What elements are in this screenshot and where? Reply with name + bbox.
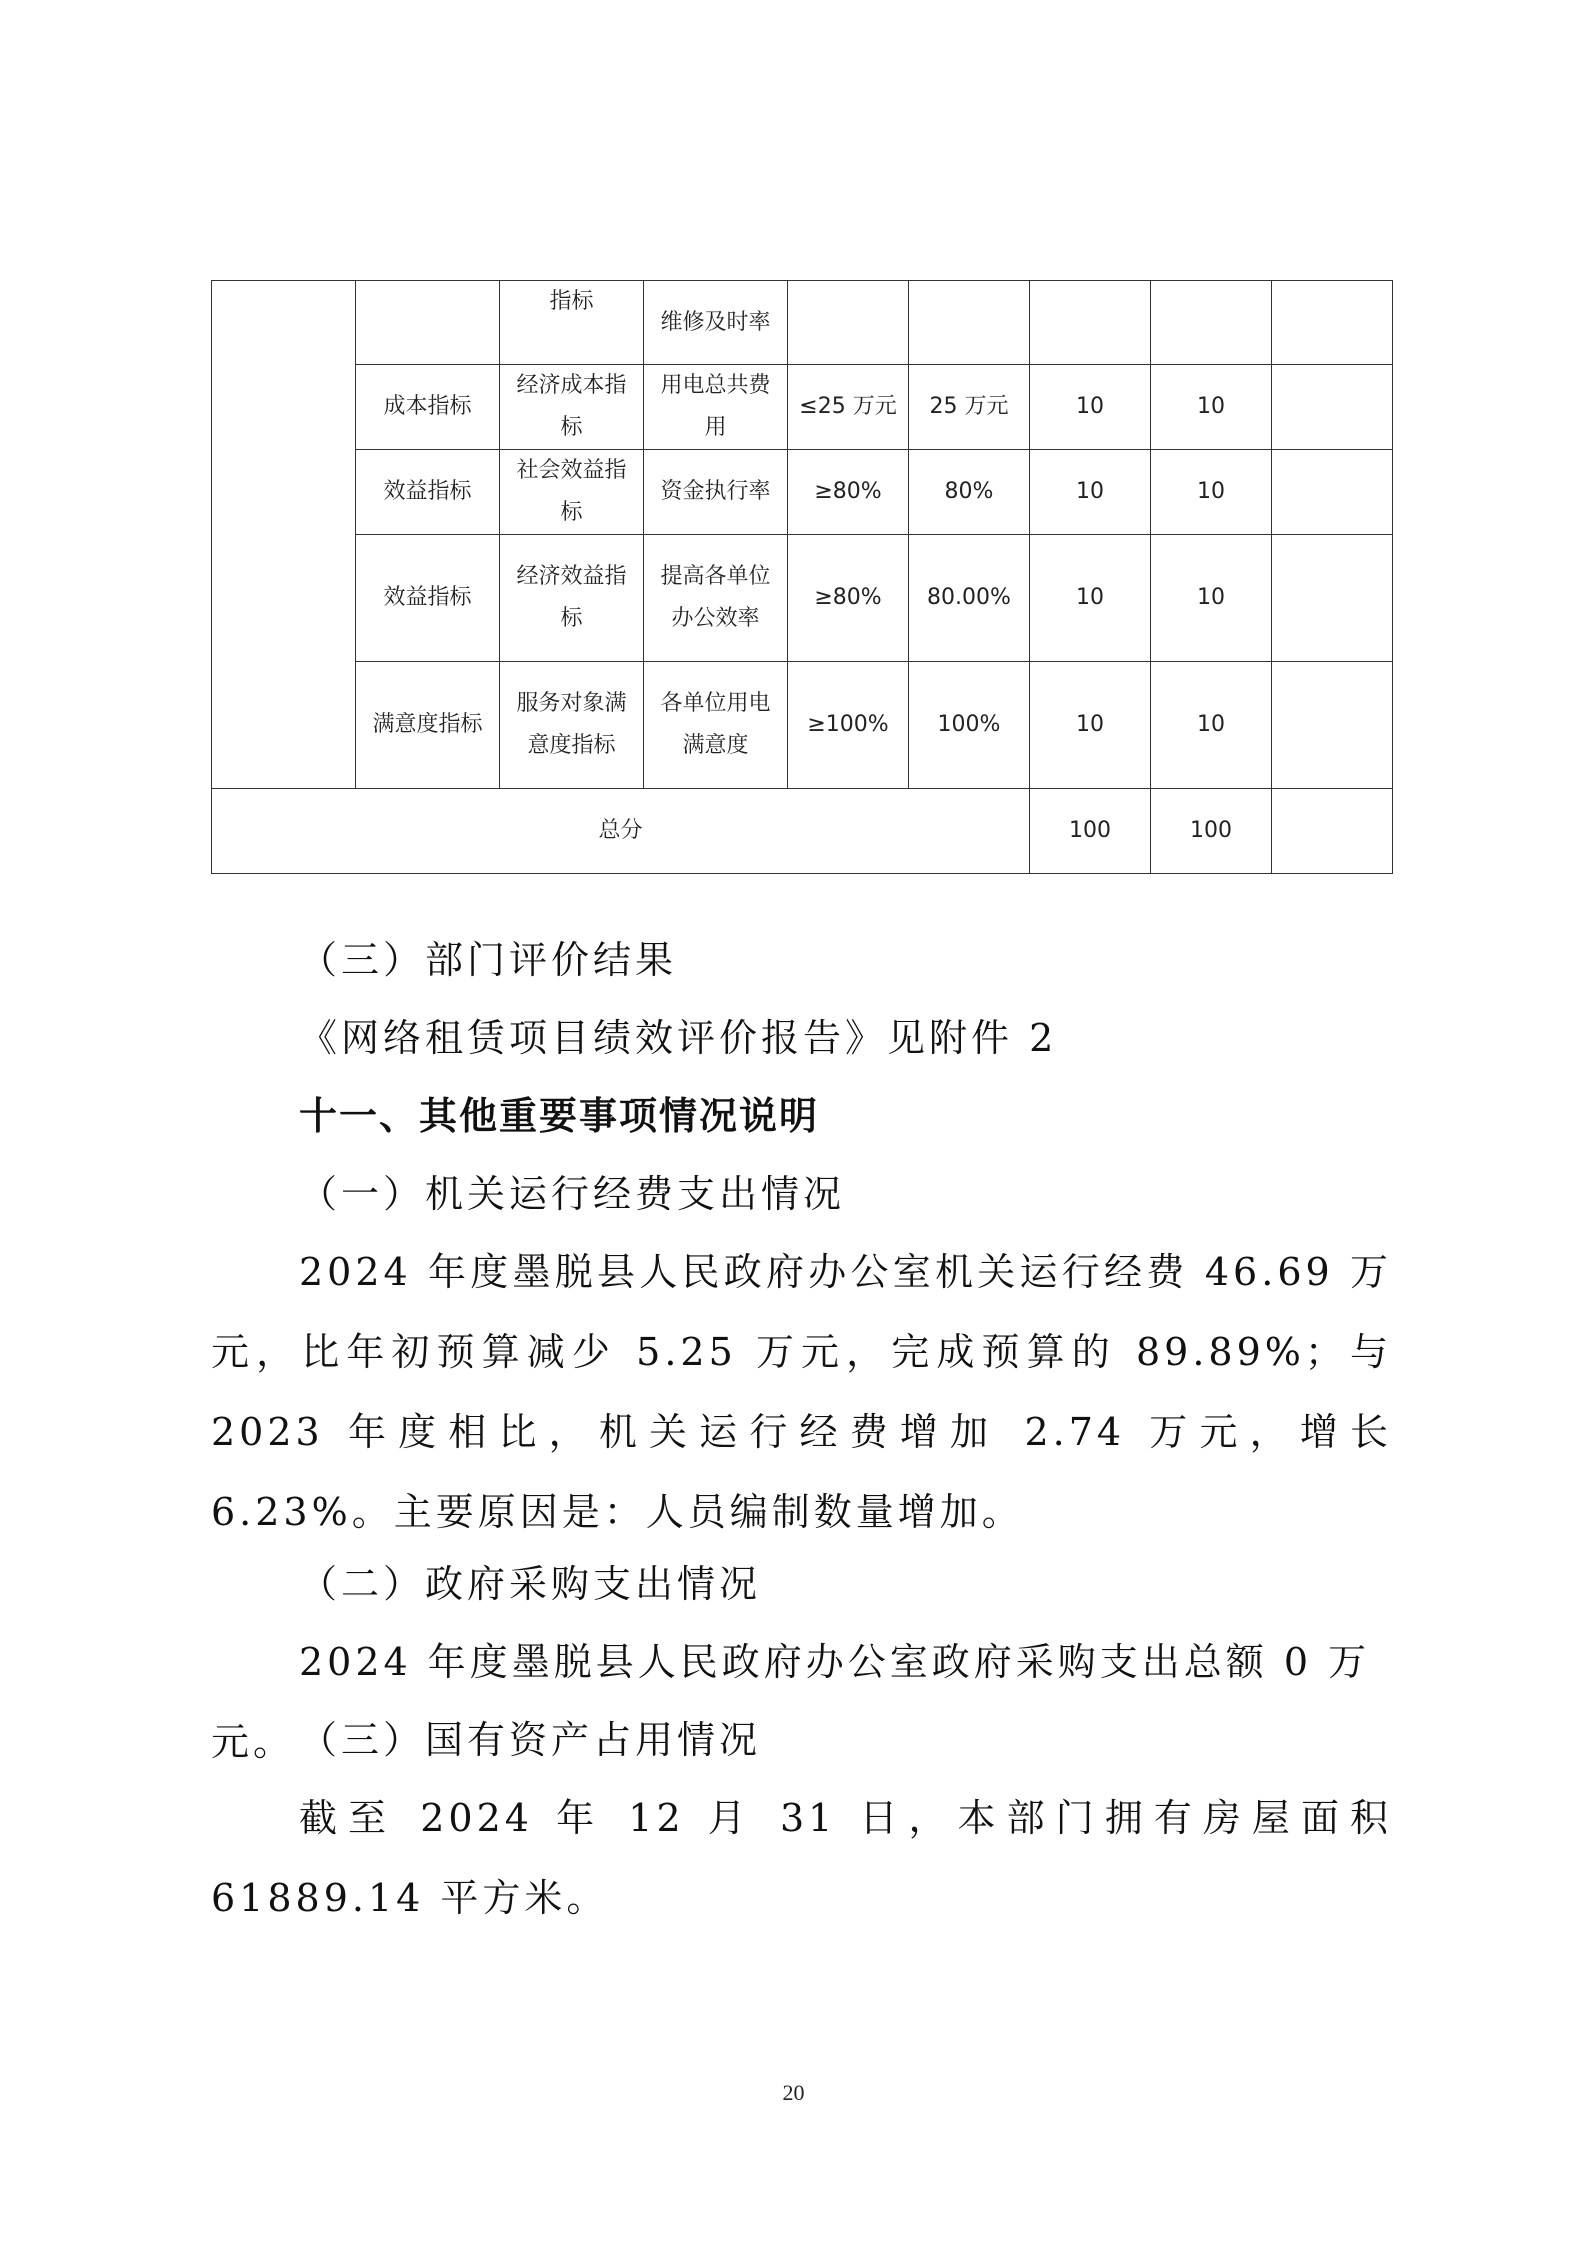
subsection-heading: （二）政府采购支出情况 xyxy=(299,1562,762,1606)
table-cell xyxy=(1151,281,1272,365)
subsection-heading: （三）国有资产占用情况 xyxy=(299,1718,762,1762)
table-cell xyxy=(788,281,909,365)
table-cell: 80% xyxy=(909,450,1030,535)
table-cell: ≥80% xyxy=(788,450,909,535)
table-cell: 100 xyxy=(1151,789,1272,874)
table-cell: 10 xyxy=(1030,450,1151,535)
paragraph: 截至 2024 年 12 月 31 日，本部门拥有房屋面积 61889.14 平方米。 xyxy=(211,1796,1392,1920)
table-cell-merged xyxy=(212,281,356,789)
table-cell: 资金执行率 xyxy=(644,450,788,535)
table-cell: 经济成本指标 xyxy=(500,365,644,450)
table-cell xyxy=(356,281,500,365)
table-cell: 10 xyxy=(1151,662,1272,789)
table-cell xyxy=(1272,450,1393,535)
table-cell: 10 xyxy=(1151,450,1272,535)
table-cell: 10 xyxy=(1151,535,1272,662)
table-row xyxy=(212,450,1393,535)
table-cell: ≤25 万元 xyxy=(788,365,909,450)
table-cell: 用电总共费用 xyxy=(644,365,788,450)
table-cell: 80.00% xyxy=(909,535,1030,662)
table-cell: 满意度指标 xyxy=(356,662,500,789)
table-cell: 经济效益指标 xyxy=(500,535,644,662)
table-cell xyxy=(1272,662,1393,789)
table-row xyxy=(212,365,1393,450)
table-cell xyxy=(1272,365,1393,450)
subsection-heading: （一）机关运行经费支出情况 xyxy=(299,1172,846,1216)
table-cell: 10 xyxy=(1030,662,1151,789)
table-cell: 指标 xyxy=(500,281,644,365)
table-total-row xyxy=(212,789,1393,874)
table-cell: 10 xyxy=(1030,535,1151,662)
paragraph: 《网络租赁项目绩效评价报告》见附件 2 xyxy=(299,1016,1058,1060)
table-cell: 25 万元 xyxy=(909,365,1030,450)
table-cell: 效益指标 xyxy=(356,535,500,662)
subsection-heading: （三）部门评价结果 xyxy=(299,938,678,982)
table-cell xyxy=(1272,789,1393,874)
table-cell: 10 xyxy=(1151,365,1272,450)
paragraph: 2024 年度墨脱县人民政府办公室政府采购支出总额 0 万元。 xyxy=(211,1640,1371,1764)
total-label-cell: 总分 xyxy=(212,789,1030,874)
table-cell: ≥80% xyxy=(788,535,909,662)
table-row xyxy=(212,535,1393,662)
section-heading: 十一、其他重要事项情况说明 xyxy=(299,1094,820,1138)
table-cell: 效益指标 xyxy=(356,450,500,535)
table-cell xyxy=(1272,281,1393,365)
table-cell: 维修及时率 xyxy=(644,281,788,365)
table-cell: 100 xyxy=(1030,789,1151,874)
table-cell: ≥100% xyxy=(788,662,909,789)
paragraph: 2024 年度墨脱县人民政府办公室机关运行经费 46.69 万元，比年初预算减少 5.25 万元，完成预算的 89.89%；与 2023 年度相比，机关运行经费增加 2.74 万元，增长 6.23%。主要原因是：人员编制数量增加。 xyxy=(211,1250,1392,1534)
table-row xyxy=(212,662,1393,789)
table-row xyxy=(212,281,1393,365)
table-cell: 各单位用电满意度 xyxy=(644,662,788,789)
table-cell: 100% xyxy=(909,662,1030,789)
performance-indicator-table xyxy=(211,280,1393,874)
table-cell: 提高各单位办公效率 xyxy=(644,535,788,662)
table-cell: 社会效益指标 xyxy=(500,450,644,535)
page-number: 20 xyxy=(782,2080,805,2105)
table-cell xyxy=(909,281,1030,365)
table-cell: 服务对象满意度指标 xyxy=(500,662,644,789)
table-cell: 10 xyxy=(1030,365,1151,450)
table-cell: 成本指标 xyxy=(356,365,500,450)
table-cell xyxy=(1272,535,1393,662)
table-cell xyxy=(1030,281,1151,365)
